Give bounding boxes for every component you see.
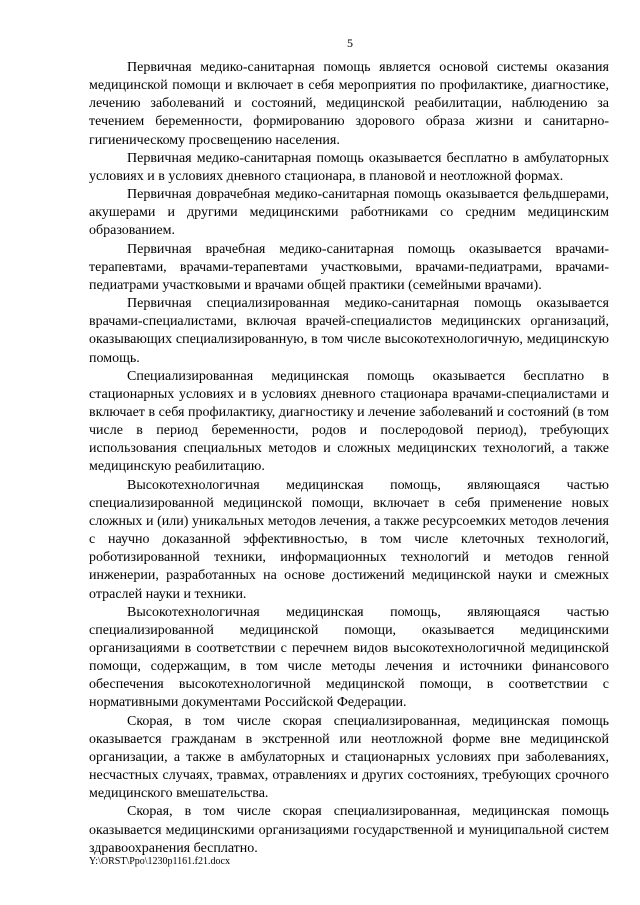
document-body: [89, 59, 609, 858]
paragraph: Специализированная медицинская помощь оказывается бесплатно в стационарных условиях и в условиях дневного стационара врачами-специалистами и включает в себя профилактику, диагностику и лечение заболеваний и состояний (в том числе в период беременности, родов и послеродовой период), требующих использования специальных методов и сложных медицинских технологий, а также медицинскую реабилитацию.: [89, 368, 609, 475]
paragraph: Скорая, в том числе скорая специализированная, медицинская помощь оказывается гражданам в экстренной или неотложной форме вне медицинской организации, а также в амбулаторных и стационарных условиях при заболеваниях, несчастных случаях, травмах, отравлениях и других состояниях, требующих срочного медицинского вмешательства.: [89, 713, 609, 802]
paragraph: Первичная медико-санитарная помощь является основой системы оказания медицинской помощи и включает в себя мероприятия по профилактике, диагностике, лечению заболеваний и состояний, медицинской реабилитации, наблюдению за течением беременности, формированию здорового образа жизни и санитарно-гигиеническому просвещению населения.: [89, 60, 609, 148]
paragraph: Скорая, в том числе скорая специализированная, медицинская помощь оказывается медицинскими организациями государственной и муниципальной систем здравоохранения бесплатно.: [89, 804, 609, 856]
file-path-footer: Y:\ORST\Ppo\1230p1161.f21.docx: [89, 856, 230, 867]
paragraph: Высокотехнологичная медицинская помощь, являющаяся частью специализированной медицинской помощи, включает в себя применение новых сложных и (или) уникальных методов лечения, а также ресурсоемких методов лечения с научно доказанной эффективностью, в том числе клеточных технологий, роботизированной техники, информационных технологий и методов генной инженерии, разработанных на основе достижений медицинской науки и смежных отраслей науки и техники.: [89, 477, 609, 602]
paragraph: Первичная доврачебная медико-санитарная помощь оказывается фельдшерами, акушерами и другими медицинскими работниками со средним медицинским образованием.: [89, 187, 609, 239]
paragraph: Первичная медико-санитарная помощь оказывается бесплатно в амбулаторных условиях и в условиях дневного стационара, в плановой и неотложной формах.: [89, 150, 609, 184]
paragraph: Высокотехнологичная медицинская помощь, являющаяся частью специализированной медицинской помощи, оказывается медицинскими организациями в соответствии с перечнем видов высокотехнологичной медицинской помощи, содержащим, в том числе методы лечения и источники финансового обеспечения высокотехнологичной медицинской помощи, в соответствии с нормативными документами Российской Федерации.: [89, 604, 609, 711]
paragraph: Первичная врачебная медико-санитарная помощь оказывается врачами-терапевтами, врачами-терапевтами участковыми, врачами-педиатрами, врачами-педиатрами участковыми и врачами общей практики (семейными врачами).: [89, 241, 609, 293]
page-number: 5: [347, 36, 353, 50]
paragraph: Первичная специализированная медико-санитарная помощь оказывается врачами-специалистами, включая врачей-специалистов медицинских организаций, оказывающих специализированную, в том числе высокотехнологичную, медицинскую помощь.: [89, 296, 609, 366]
